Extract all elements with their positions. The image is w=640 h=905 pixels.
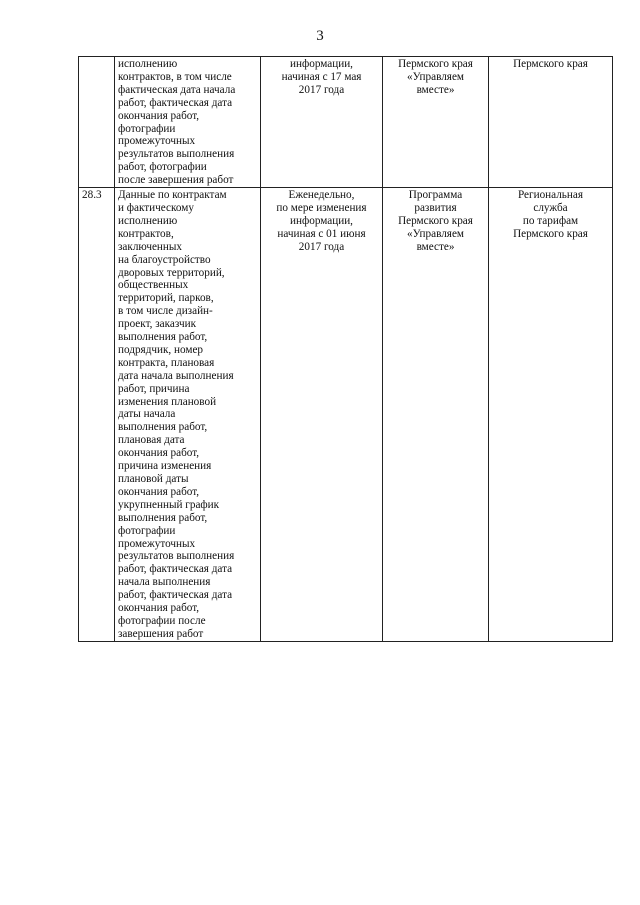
cell-text-line: исполнению — [118, 58, 178, 70]
cell-text-line: по мере изменения — [276, 201, 367, 214]
cell-text-line: Пермского края — [398, 214, 473, 227]
cell-text-line: изменения плановой — [118, 395, 217, 408]
cell-text-line: по тарифам — [522, 214, 579, 227]
row-number-cell — [79, 57, 115, 188]
cell-text-line: дата начала выполнения — [118, 369, 234, 382]
period-cell — [261, 188, 383, 642]
cell-text-line: на благоустройство — [118, 253, 211, 266]
cell-text-line: работ, фактическая дата — [118, 589, 233, 602]
cell-text-line: Данные по контрактам — [118, 189, 227, 202]
table-row-28-3 — [79, 188, 613, 642]
cell-text-line: дворовых территорий, — [118, 266, 225, 279]
cell-text-line: начала выполнения — [118, 576, 211, 589]
cell-text-line: территорий, парков, — [118, 292, 214, 305]
cell-text-line: работ, фотографии — [118, 161, 207, 174]
responsible-cell — [489, 57, 613, 188]
cell-text-line: плановая дата — [118, 434, 185, 447]
cell-text-line: промежуточных — [118, 135, 196, 148]
cell-text-line: фотографии после — [118, 614, 206, 627]
cell-text-line: окончания работ, — [118, 447, 200, 460]
responsible-cell — [489, 188, 613, 642]
cell-text-line: исполнению — [118, 214, 178, 227]
cell-text-line: информации, — [290, 58, 353, 70]
description-cell — [115, 57, 261, 188]
cell-text-line: работ, фактическая дата — [118, 563, 233, 576]
data-table — [78, 56, 613, 642]
cell-text-line: и фактическому — [118, 201, 194, 214]
cell-text-line: выполнения работ, — [118, 511, 208, 524]
cell-text-line: контрактов, в том числе — [118, 70, 232, 83]
cell-text-line: общественных — [118, 279, 189, 292]
cell-text-line: контрактов, — [118, 227, 174, 240]
cell-text-line: результатов выполнения — [118, 550, 235, 563]
cell-text-line: окончания работ, — [118, 109, 200, 122]
cell-text-line: выполнения работ, — [118, 421, 208, 434]
cell-text-line: в том числе дизайн- — [118, 305, 213, 318]
cell-text-line: «Управляем — [407, 227, 464, 240]
cell-text-line: Еженедельно, — [288, 189, 355, 202]
cell-text-line: вместе» — [416, 240, 455, 253]
cell-text-line: после завершения работ — [118, 174, 234, 187]
cell-text-line: развития — [414, 201, 457, 214]
cell-text-line: проект, заказчик — [118, 318, 197, 331]
cell-text-line: Пермского края — [513, 58, 588, 70]
cell-text-line: даты начала — [118, 408, 176, 421]
cell-text-line: подрядчик, номер — [118, 343, 204, 356]
row-number-cell: 28.3 — [79, 188, 115, 642]
cell-text-line: окончания работ, — [118, 485, 200, 498]
cell-text-line: вместе» — [416, 83, 455, 96]
cell-text-line: начиная с 17 мая — [281, 70, 362, 83]
cell-text-line: работ, причина — [118, 382, 190, 395]
cell-text-line: окончания работ, — [118, 602, 200, 615]
cell-text-line: плановой даты — [118, 473, 189, 485]
cell-text-line: заключенных — [118, 240, 183, 253]
page-number: 3 — [316, 28, 324, 44]
cell-text-line: «Управляем — [407, 70, 464, 83]
cell-text-line: Программа — [408, 189, 463, 202]
cell-text-line: фотографии — [118, 524, 176, 537]
cell-text-line: контракта, плановая — [118, 356, 215, 369]
cell-text-line: начиная с 01 июня — [277, 227, 366, 240]
cell-text-line: результатов выполнения — [118, 148, 235, 161]
cell-text-line: работ, фактическая дата — [118, 96, 233, 109]
cell-text-line: причина изменения — [118, 460, 212, 473]
cell-text-line: завершения работ — [118, 627, 204, 640]
cell-text-line: 2017 года — [298, 83, 345, 96]
source-cell — [383, 188, 489, 642]
cell-text-line: выполнения работ, — [118, 331, 208, 344]
cell-text-line: Региональная — [517, 189, 584, 202]
table-row-continuation — [79, 57, 613, 188]
cell-text-line: промежуточных — [118, 537, 196, 550]
cell-text-line: укрупненный график — [118, 498, 220, 511]
cell-text-line: служба — [533, 201, 568, 214]
cell-text-line: фактическая дата начала — [118, 83, 236, 96]
cell-text-line: фотографии — [118, 122, 176, 135]
period-cell — [261, 57, 383, 188]
description-cell — [115, 188, 261, 642]
cell-text-line: информации, — [290, 214, 353, 227]
source-cell — [383, 57, 489, 188]
cell-text-line: 2017 года — [298, 240, 345, 253]
cell-text-line: Пермского края — [513, 227, 588, 240]
cell-text-line: Пермского края — [398, 58, 473, 70]
